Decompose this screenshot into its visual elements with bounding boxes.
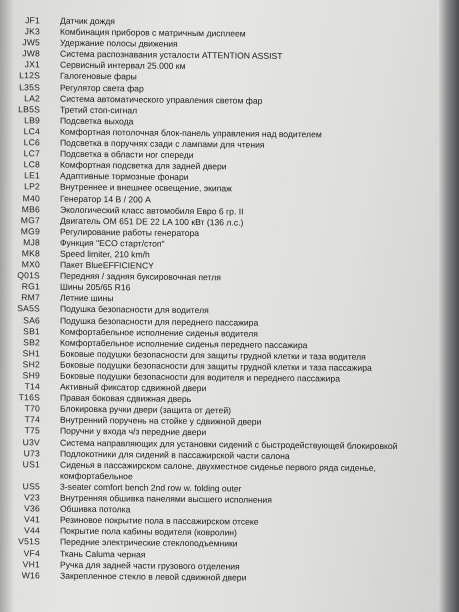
option-code: VH1	[22, 558, 40, 570]
option-description: Подушка безопасности для водителя	[60, 304, 209, 316]
option-code: JW8	[22, 48, 40, 59]
option-code: SA5S	[17, 303, 40, 314]
option-description: Комбинация приборов с матричным дисплеем	[60, 26, 246, 39]
option-description: Speed limiter, 210 km/h	[60, 248, 150, 260]
option-description: Система распознавания усталости ATTENTION ASSIST	[60, 48, 283, 62]
option-code: US5	[22, 481, 40, 492]
option-code: RG1	[21, 281, 40, 292]
option-description: Обшивка потолка	[60, 503, 131, 515]
option-code: LE1	[24, 170, 40, 181]
option-description: Подушка безопасности для переднего пассажира	[60, 315, 259, 328]
option-description: Ручка для задней части грузового отделения	[60, 559, 240, 572]
option-description: Комфортная потолочная блок-панель управления над водителем	[60, 126, 322, 140]
option-code: VF4	[23, 547, 40, 558]
option-description: Шины 205/65 R16	[60, 281, 131, 293]
option-code: LC6	[23, 137, 40, 148]
option-description: Третий стоп-сигнал	[60, 104, 138, 116]
option-code: V44	[24, 525, 40, 536]
option-code: L35S	[19, 81, 40, 92]
option-code: MJ8	[23, 237, 40, 248]
option-code: MX0	[21, 259, 40, 270]
option-description: Летние шины	[60, 292, 114, 304]
option-description: Система автоматического управления светом фар	[60, 93, 263, 106]
option-description: Адаптивные тормозные фонари	[60, 170, 189, 183]
option-description: Внутреннее и внешнее освещение, экипаж	[60, 182, 232, 194]
option-description: Регулирование работы генератора	[60, 226, 200, 238]
option-description: Датчик дождя	[60, 15, 115, 27]
option-description: Комфортная подсветка для задней двери	[60, 159, 227, 172]
option-code: SH9	[22, 370, 40, 381]
option-code: LB5S	[18, 103, 40, 115]
option-description: Поручни у входа ч/з передние двери	[60, 426, 207, 438]
option-code: U3V	[22, 436, 40, 447]
option-description: Генератор 14 В / 200 А	[60, 193, 151, 205]
option-description: Подлокотники для сидений в пассажирской части салона	[60, 448, 290, 461]
option-code: LB9	[24, 115, 40, 126]
option-code: SH2	[22, 359, 40, 370]
option-code: LA2	[24, 92, 40, 104]
option-code: T14	[24, 381, 40, 392]
option-code: V51S	[18, 536, 40, 547]
option-code: SB1	[23, 325, 40, 337]
option-code: W16	[21, 569, 40, 581]
option-description: Передние электрические стеклоподъемники	[60, 537, 238, 549]
option-description: Двигатель OM 651 DE 22 LA 100 кВт (136 л.с.)	[60, 215, 244, 228]
option-code: RM7	[21, 292, 40, 303]
option-code: LC7	[23, 148, 40, 159]
option-description: Подсветка выхода	[60, 115, 134, 127]
option-description: Ткань Caluma черная	[60, 548, 146, 560]
option-code: JK3	[24, 26, 40, 37]
option-description: Активный фиксатор сдвижной двери	[60, 381, 207, 394]
option-code: U73	[23, 447, 40, 459]
option-code: JW5	[22, 37, 40, 48]
options-list	[0, 15, 440, 585]
option-description: Экологический класс автомобиля Евро 6 гр. II	[60, 204, 244, 217]
option-code: LC8	[23, 159, 40, 170]
option-code: JX1	[24, 59, 40, 70]
option-description: Сервисный интервал 25.000 км	[60, 60, 186, 72]
option-description: Пакет BlueEFFICIENCY	[60, 259, 154, 271]
option-description: Закрепленное стекло в левой сдвижной двери	[60, 570, 247, 583]
option-code: MG7	[20, 214, 40, 226]
option-code: SH1	[22, 348, 40, 359]
option-code: V36	[24, 503, 40, 514]
option-description: Подсветка в области ног спереди	[60, 148, 194, 161]
option-code: Q01S	[17, 270, 40, 281]
option-description: Комфортабельное исполнение сиденья переднего пассажира	[60, 337, 308, 350]
option-description: Боковые подушки безопасности для защиты грудной клетки и таза пассажира	[60, 359, 372, 373]
option-description: Система направляющих для установки сидений с быстродействующей блокировкой	[60, 437, 398, 451]
option-description: Подсветка в поручнях сзади с лампами для чтения	[60, 137, 265, 150]
option-description: Покрытие пола кабины водителя (ковролин)	[60, 525, 237, 538]
option-code: MB6	[21, 203, 40, 215]
option-code: T70	[24, 403, 40, 414]
option-code: SB2	[23, 336, 40, 348]
option-code: JF1	[25, 15, 40, 26]
option-description: Комфортабельное исполнение сиденья водителя	[60, 326, 258, 339]
option-description: Галогеновые фары	[60, 71, 137, 82]
option-code: V41	[24, 514, 40, 525]
option-code: L12S	[19, 70, 40, 81]
option-code: LC4	[23, 126, 40, 137]
option-description: Правая боковая сдвижная дверь	[60, 392, 192, 405]
option-description: 3-seater comfort bench 2nd row w. folding outer	[60, 481, 242, 494]
option-description: Внутренняя обшивка панелями высшего исполнения	[60, 492, 272, 505]
option-description: Боковые подушки безопасности для защиты грудной клетки и таза водителя	[60, 348, 366, 362]
option-code: SA6	[23, 314, 40, 325]
option-description: Блокировка ручки двери (защита от детей)	[60, 403, 232, 416]
option-code: MG9	[20, 225, 40, 237]
page-edge	[439, 0, 459, 612]
option-code: M40	[22, 192, 40, 203]
option-code: T16S	[18, 392, 40, 403]
option-code: V23	[24, 492, 40, 503]
option-description: Резиновое покрытие пола в пассажирском отсеке	[60, 514, 259, 527]
option-description: Удержание полосы движения	[60, 37, 178, 50]
option-code: T75	[24, 425, 40, 436]
option-description: Функция "ECO старт/стоп"	[60, 237, 165, 249]
option-code: LP2	[24, 181, 40, 192]
option-code: US1	[22, 458, 40, 470]
option-code: T74	[24, 414, 40, 425]
option-description: Боковые подушки безопасности для водителя и переднего пассажира	[60, 370, 340, 384]
option-description: Внутренний поручень на стойке у сдвижной двери	[60, 415, 262, 428]
option-code: MK8	[21, 248, 40, 259]
option-description: Передняя / задняя буксировочная петля	[60, 270, 221, 283]
option-description: Регулятор света фар	[60, 82, 144, 94]
option-description: Сиденья в пассажирском салоне, двухместное сиденье первого ряда сиденье, комфортабельное	[60, 459, 376, 482]
